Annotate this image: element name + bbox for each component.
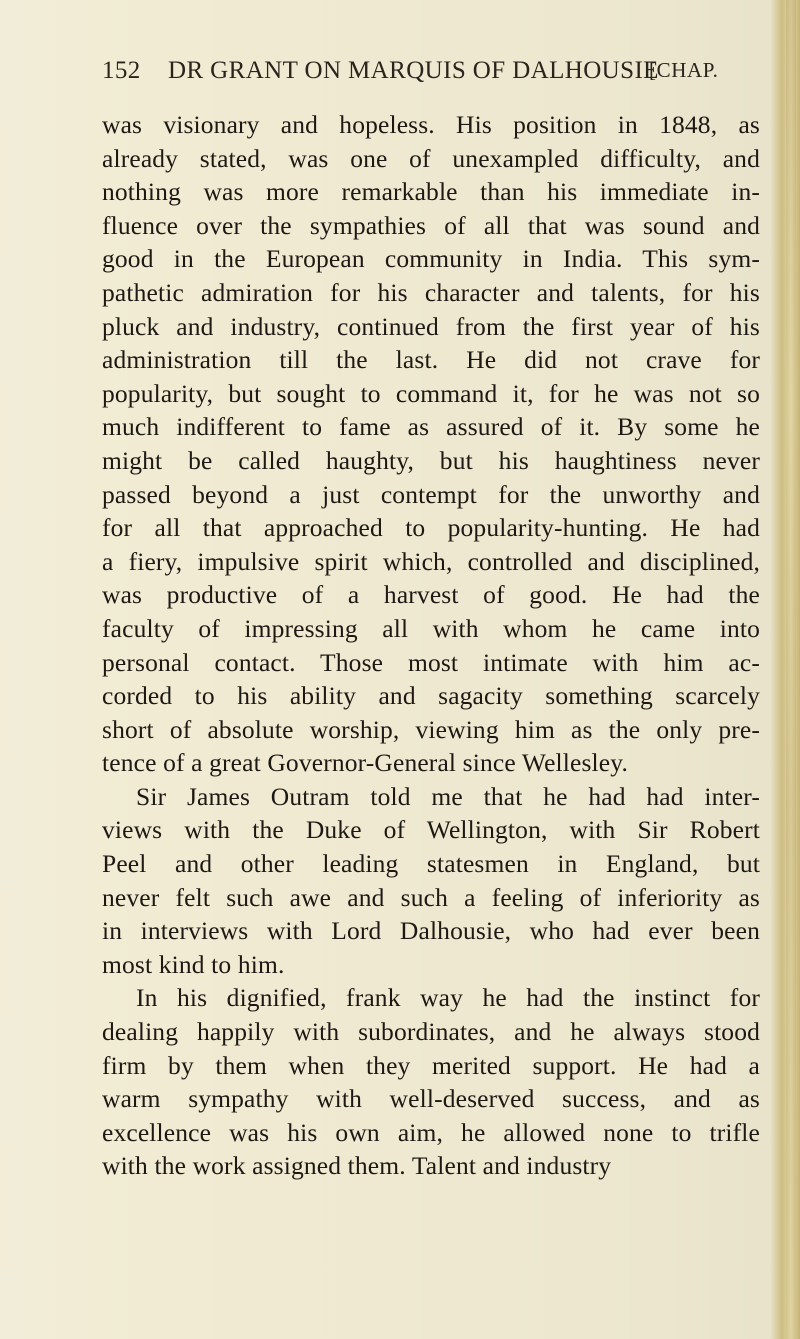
text-line: much indifferent to fame as assured of it. By some he (102, 412, 760, 442)
text-line: Peel and other leading statesmen in England, but (102, 849, 760, 879)
text-line: fluence over the sympathies of all that was sound and (102, 210, 760, 240)
text-line: short of absolute worship, viewing him as the only pre- (102, 714, 760, 744)
text-line: nothing was more remarkable than his immediate in- (102, 177, 760, 207)
text-line: corded to his ability and sagacity something scarcely (102, 681, 760, 711)
paragraph-3 (102, 981, 760, 1183)
text-line: was visionary and hopeless. His position in 1848, as (102, 110, 760, 139)
text-line: a fiery, impulsive spirit which, controlled and disciplined, (102, 546, 760, 576)
text-line: views with the Duke of Wellington, with Sir Robert (102, 815, 760, 845)
text-line: passed beyond a just contempt for the unworthy and (102, 479, 760, 509)
text-line: warm sympathy with well-deserved success, and as (102, 1084, 760, 1114)
text-line: good in the European community in India. This sym- (102, 244, 760, 274)
paragraph-2 (102, 780, 760, 982)
text-line: excellence was his own aim, he allowed none to trifle (102, 1117, 760, 1147)
text-line: already stated, was one of unexampled difficulty, and (102, 143, 760, 173)
text-line: Sir James Outram told me that he had had inter- (136, 781, 760, 811)
text-line: firm by them when they merited support. He had a (102, 1050, 760, 1080)
text-line: faculty of impressing all with whom he came into (102, 613, 760, 643)
body-text (102, 108, 760, 1183)
text-line: dealing happily with subordinates, and he always stood (102, 1017, 760, 1047)
text-line: administration till the last. He did not crave for (102, 345, 760, 375)
running-header (0, 58, 780, 96)
text-line: in interviews with Lord Dalhousie, who had ever been (102, 916, 760, 946)
chapter-marker: [CHAP. (649, 58, 719, 82)
text-line: pathetic admiration for his character and talents, for his (102, 277, 760, 307)
text-line: might be called haughty, but his haughtiness never (102, 445, 760, 475)
text-line: for all that approached to popularity-hunting. He had (102, 513, 760, 543)
text-line: In his dignified, frank way he had the instinct for (136, 983, 760, 1013)
text-line: pluck and industry, continued from the first year of his (102, 311, 760, 341)
text-line: was productive of a harvest of good. He had the (102, 580, 760, 610)
text-line: personal contact. Those most intimate with him ac- (102, 647, 760, 677)
text-line: popularity, but sought to command it, for he was not so (102, 378, 760, 408)
paragraph-1 (102, 108, 760, 780)
text-line: tence of a great Governor-General since Wellesley. (102, 748, 629, 778)
running-title: DR GRANT ON MARQUIS OF DALHOUSIE (168, 57, 659, 84)
text-line: with the work assigned them. Talent and industry (102, 1151, 612, 1181)
text-line: never felt such awe and such a feeling of inferiority as (102, 882, 760, 912)
text-line: most kind to him. (102, 949, 285, 979)
page-number: 152 (102, 57, 141, 84)
